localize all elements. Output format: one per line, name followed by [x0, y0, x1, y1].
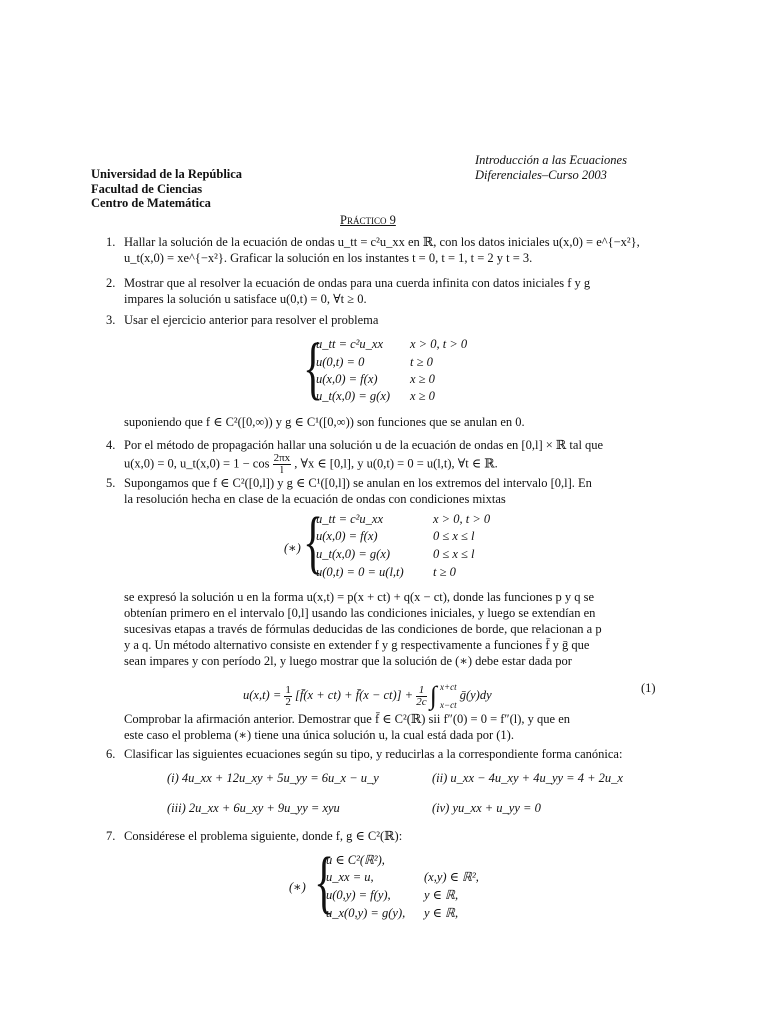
problem-5-line6: y a q. Un método alternativo consiste en extender f y g respectivamente a funciones f̄ y ḡ que	[124, 638, 590, 652]
problem-4-line1: Por el método de propagación hallar una solución u de la ecuación de ondas en [0,l] × ℝ tal que	[124, 438, 604, 452]
problem-4-number: 4.	[106, 438, 116, 452]
formula-1-c-top: 1	[416, 685, 426, 697]
problem-7-number: 7.	[106, 829, 116, 843]
problem-5-cond-4: t ≥ 0	[433, 565, 456, 579]
problem-4-frac-bottom: l	[280, 464, 284, 476]
problem-2-line2: impares la solución u satisface u(0,t) = 0, ∀t ≥ 0.	[124, 292, 367, 306]
problem-5-line5: sucesivas etapas a través de fórmulas deducidas de las condiciones de borde, que relacionan a p	[124, 622, 602, 636]
problem-2-number: 2.	[106, 276, 116, 290]
course-title-line1: Introducción a las Ecuaciones	[475, 153, 627, 167]
problem-2-text	[124, 275, 659, 307]
problem-3-eq-4: u_t(x,0) = g(x)	[316, 389, 391, 403]
formula-1-mid: [f̄(x + ct) + f̄(x − ct)] +	[295, 687, 414, 702]
problem-5-text-bottom	[124, 711, 659, 743]
problem-4-line2	[124, 452, 659, 476]
problem-7-brace: {	[314, 844, 335, 921]
problem-3-cond-3: x ≥ 0	[410, 372, 435, 386]
problem-3-brace: {	[303, 330, 324, 407]
problem-4-fraction	[273, 453, 292, 476]
problem-5-eq-1: u_tt = c²u_xx	[316, 512, 384, 526]
formula-1-integral-limits	[440, 678, 457, 714]
formula-1-lower-limit: x−ct	[440, 700, 457, 710]
problem-5-brace: {	[303, 504, 324, 581]
formula-1-integral-sign: ∫	[429, 681, 437, 710]
problem-7-line1: Considérese el problema siguiente, donde f, g ∈ C²(ℝ):	[124, 829, 403, 843]
problem-1-number: 1.	[106, 235, 116, 249]
problem-5-eq-3: u_t(x,0) = g(x)	[316, 547, 391, 561]
problem-3-line1: Usar el ejercicio anterior para resolver el problema	[124, 313, 379, 327]
problem-6-number: 6.	[106, 747, 116, 761]
problem-5-text-middle	[124, 589, 659, 669]
problem-5-system-label: (∗)	[284, 541, 301, 555]
problem-7-cond-3: y ∈ ℝ,	[424, 888, 459, 902]
problem-6-eq-i: (i) 4u_xx + 12u_xy + 5u_yy = 6u_x − u_y	[167, 771, 379, 785]
problem-4-line2a: u(x,0) = 0, u_t(x,0) = 1 − cos	[124, 456, 270, 471]
problem-5-line8: Comprobar la afirmación anterior. Demostrar que f̄ ∈ C²(ℝ) sii f″(0) = 0 = f″(l), y que en	[124, 712, 571, 726]
problem-3-cond-4: x ≥ 0	[410, 389, 435, 403]
problem-6-eq-iii: (iii) 2u_xx + 6u_xy + 9u_yy = xyu	[167, 801, 340, 815]
problem-7-eq-4: u_x(0,y) = g(y),	[326, 906, 406, 920]
problem-3-number: 3.	[106, 313, 116, 327]
faculty-name: Facultad de Ciencias	[91, 182, 203, 196]
problem-7-cond-2: (x,y) ∈ ℝ²,	[424, 870, 479, 884]
problem-6-line1: Clasificar las siguientes ecuaciones según su tipo, y reducirlas a la correspondiente forma canónica:	[124, 747, 623, 761]
problem-4-text	[124, 437, 659, 476]
problem-1-line1: Hallar la solución de la ecuación de ondas u_tt = c²u_xx en ℝ, con los datos iniciales u(x,0) = e^{−x²},	[124, 235, 640, 249]
problem-7-eq-3: u(0,y) = f(y),	[326, 888, 391, 902]
problem-1-text	[124, 234, 659, 266]
formula-1-c-frac	[416, 685, 426, 708]
formula-1-half-bottom: 2	[285, 695, 291, 708]
problem-3-cond-1: x > 0, t > 0	[410, 337, 468, 351]
problem-5-cond-2: 0 ≤ x ≤ l	[433, 529, 475, 543]
problem-3-eq-1: u_tt = c²u_xx	[316, 337, 384, 351]
problem-7-eq-2: u_xx = u,	[326, 870, 374, 884]
problem-5-line3: se expresó la solución u en la forma u(x,t) = p(x + ct) + q(x − ct), donde las funciones p y q se	[124, 590, 595, 604]
formula-1-half	[284, 685, 292, 708]
problem-3-line2: suponiendo que f ∈ C²([0,∞)) y g ∈ C¹([0,∞)) son funciones que se anulan en 0.	[124, 415, 525, 429]
problem-5-line2: la resolución hecha en clase de la ecuación de ondas con condiciones mixtas	[124, 492, 506, 506]
problem-5-eq-2: u(x,0) = f(x)	[316, 529, 378, 543]
course-title-line2: Diferenciales–Curso 2003	[475, 168, 607, 182]
problem-7-cond-4: y ∈ ℝ,	[424, 906, 459, 920]
problem-6-eq-ii: (ii) u_xx − 4u_xy + 4u_yy = 4 + 2u_x	[432, 771, 623, 785]
problem-3-cond-2: t ≥ 0	[410, 355, 433, 369]
university-name: Universidad de la República	[91, 167, 243, 181]
formula-1-number: (1)	[641, 681, 656, 695]
formula-1-half-top: 1	[285, 683, 291, 696]
problem-4-line2b: , ∀x ∈ [0,l], y u(0,t) = 0 = u(l,t), ∀t ∈ ℝ.	[294, 456, 498, 471]
problem-3-eq-2: u(0,t) = 0	[316, 355, 365, 369]
problem-5-eq-4: u(0,t) = 0 = u(l,t)	[316, 565, 404, 579]
problem-3-eq-3: u(x,0) = f(x)	[316, 372, 378, 386]
problem-6-eq-iv: (iv) yu_xx + u_yy = 0	[432, 801, 541, 815]
problem-5-line1: Supongamos que f ∈ C²([0,l]) y g ∈ C¹([0,l]) se anulan en los extremos del intervalo [0,l]. En	[124, 476, 592, 490]
problem-5-cond-1: x > 0, t > 0	[433, 512, 491, 526]
formula-1	[243, 678, 492, 708]
problem-5-line4: obtenían primero en el intervalo [0,l] usando las condiciones iniciales, y luego se extendían en	[124, 606, 596, 620]
problem-5-cond-3: 0 ≤ x ≤ l	[433, 547, 475, 561]
formula-1-left: u(x,t) =	[243, 687, 282, 702]
problem-1-line2: u_t(x,0) = xe^{−x²}. Graficar la solución en los instantes t = 0, t = 1, t = 2 y t = 3.	[124, 251, 533, 265]
problem-7-eq-1: u ∈ C²(ℝ²),	[326, 853, 385, 867]
problem-5-number: 5.	[106, 476, 116, 490]
page-title: Práctico 9	[340, 213, 396, 227]
problem-4-frac-top: 2πx	[273, 452, 291, 464]
center-name: Centro de Matemática	[91, 196, 211, 210]
problem-7-system-label: (∗)	[289, 880, 306, 894]
formula-1-upper-limit: x+ct	[440, 682, 457, 692]
formula-1-c-bottom: 2c	[416, 695, 427, 708]
problem-5-line7: sean impares y con período 2l, y luego mostrar que la solución de (∗) debe estar dada por	[124, 654, 572, 668]
problem-5-line9: este caso el problema (∗) tiene una única solución u, la cual está dada por (1).	[124, 728, 514, 742]
problem-5-text-top	[124, 475, 659, 507]
formula-1-right: ḡ(y)dy	[459, 687, 492, 702]
problem-2-line1: Mostrar que al resolver la ecuación de ondas para una cuerda infinita con datos iniciales f y g	[124, 276, 591, 290]
